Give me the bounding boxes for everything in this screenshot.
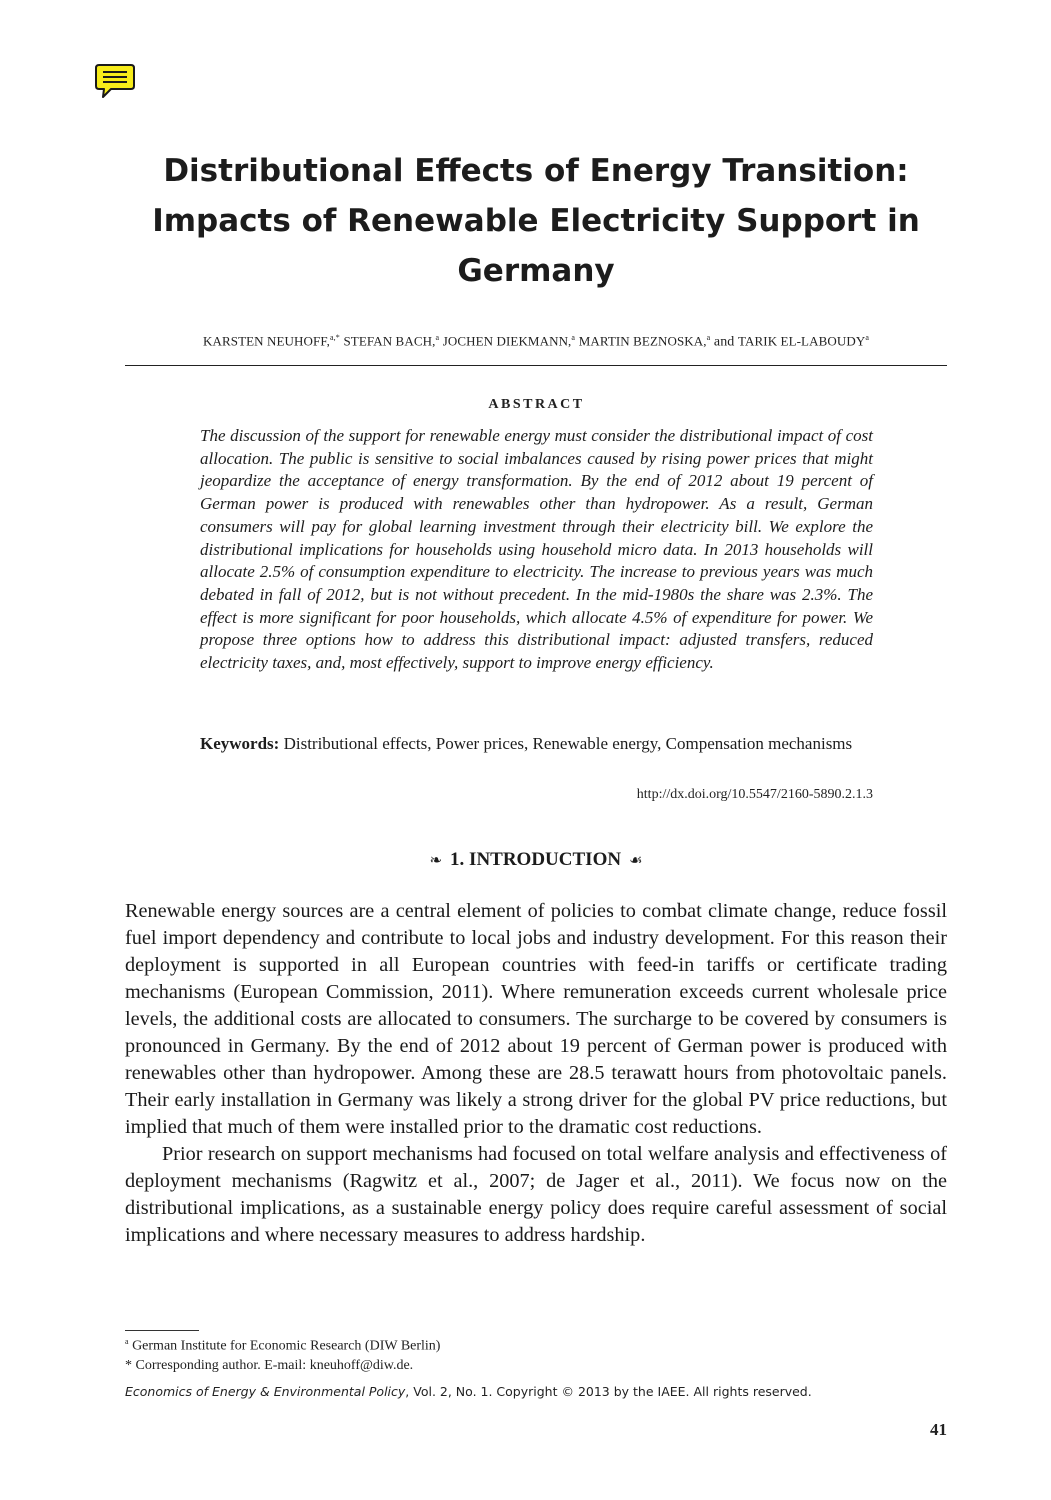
footnote-mark: a: [125, 1337, 129, 1346]
footnote-divider: [125, 1330, 199, 1331]
journal-name: Economics of Energy & Environmental Policy: [125, 1384, 406, 1399]
author-affiliation-mark: a: [435, 333, 440, 342]
journal-copyright: , Vol. 2, No. 1. Copyright © 2013 by the IAEE. All rights reserved.: [405, 1384, 812, 1399]
title-line: Germany: [457, 253, 615, 289]
author-name: KARSTEN NEUHOFF,: [203, 333, 330, 349]
author-affiliation-mark: a,*: [329, 333, 340, 342]
author-name: TARIK EL-LABOUDY: [738, 333, 866, 349]
section-heading: [125, 849, 947, 871]
abstract-heading: ABSTRACT: [488, 397, 585, 412]
page-number: 41: [930, 1420, 947, 1439]
introduction-body: [125, 898, 947, 1249]
body-paragraph: Prior research on support mechanisms had focused on total welfare analysis and effectiveness of deployment mechanisms (Ragwitz et al., 2007; de Jager et al., 2011). We focus now on the distributional implications, as a sustainable energy policy does require careful assessment of social implications and where necessary measures to address hardship.: [125, 1143, 947, 1246]
author-name: STEFAN BACH,: [343, 333, 436, 349]
author-affiliation-mark: a: [571, 333, 576, 342]
footnote: [125, 1358, 413, 1374]
title-line: Impacts of Renewable Electricity Support in: [152, 203, 920, 239]
title-line: Distributional Effects of Energy Transition:: [163, 153, 909, 189]
author-list: [125, 333, 947, 351]
author-affiliation-mark: a: [865, 333, 869, 342]
keywords-label: Keywords:: [200, 734, 280, 753]
comment-note-icon[interactable]: [94, 62, 136, 100]
footnote: [125, 1337, 440, 1355]
footnote-mark: *: [125, 1358, 132, 1373]
doi-link[interactable]: http://dx.doi.org/10.5547/2160-5890.2.1.3: [636, 787, 873, 802]
body-paragraph: Renewable energy sources are a central element of policies to combat climate change, reduce fossil fuel import dependency and contribute to local jobs and industry development. For this reason their deployment is supported in all European countries with feed-in tariffs or certificate trading mechanisms (European Commission, 2011). Where remuneration exceeds current wholesale price levels, the additional costs are allocated to consumers. The surcharge to be covered by consumers is pronounced in Germany. By the end of 2012 about 19 percent of German power is produced with renewables other than hydropower. Among these are 28.5 terawatt hours from photovoltaic panels. Their early installation in Germany was likely a strong driver for the global PV price reductions, but implied that much of them were installed prior to the dramatic cost reductions.: [125, 900, 947, 1138]
footnote-text: German Institute for Economic Research (DIW Berlin): [132, 1338, 441, 1354]
header-divider: [125, 365, 947, 366]
author-connector: and: [713, 334, 735, 350]
keywords: [200, 732, 873, 755]
fleuron-right-icon: ☙: [629, 853, 643, 869]
author-name: MARTIN BEZNOSKA,: [578, 333, 707, 349]
keywords-text: Distributional effects, Power prices, Renewable energy, Compensation mechanisms: [283, 734, 853, 753]
section-title: 1. INTRODUCTION: [450, 849, 622, 870]
abstract-text: The discussion of the support for renewable energy must consider the distributional impact of cost allocation. The public is sensitive to social imbalances caused by rising power prices that might jeopardize the acceptance of energy transformation. By the end of 2012 about 19 percent of German power is produced with renewables other than hydropower. As a result, German consumers will pay for global learning investment through their electricity bill. We explore the distributional implications for households using household micro data. In 2013 households will allocate 2.5% of consumption expenditure to electricity. The increase to previous years was much debated in fall of 2012, but is not without precedent. In the mid-1980s the share was 2.3%. The effect is more significant for poor households, which allocate 4.5% of expenditure for power. We propose three options how to address this distributional impact: adjusted transfers, reduced electricity taxes, and, most effectively, support to improve energy efficiency.: [200, 426, 873, 673]
fleuron-left-icon: ❧: [429, 853, 443, 869]
paper-title: [125, 146, 947, 296]
author-name: JOCHEN DIEKMANN,: [442, 333, 572, 349]
footnote-text: Corresponding author. E-mail: kneuhoff@diw.de.: [135, 1358, 414, 1373]
journal-citation: [125, 1384, 947, 1399]
author-affiliation-mark: a: [706, 333, 711, 342]
